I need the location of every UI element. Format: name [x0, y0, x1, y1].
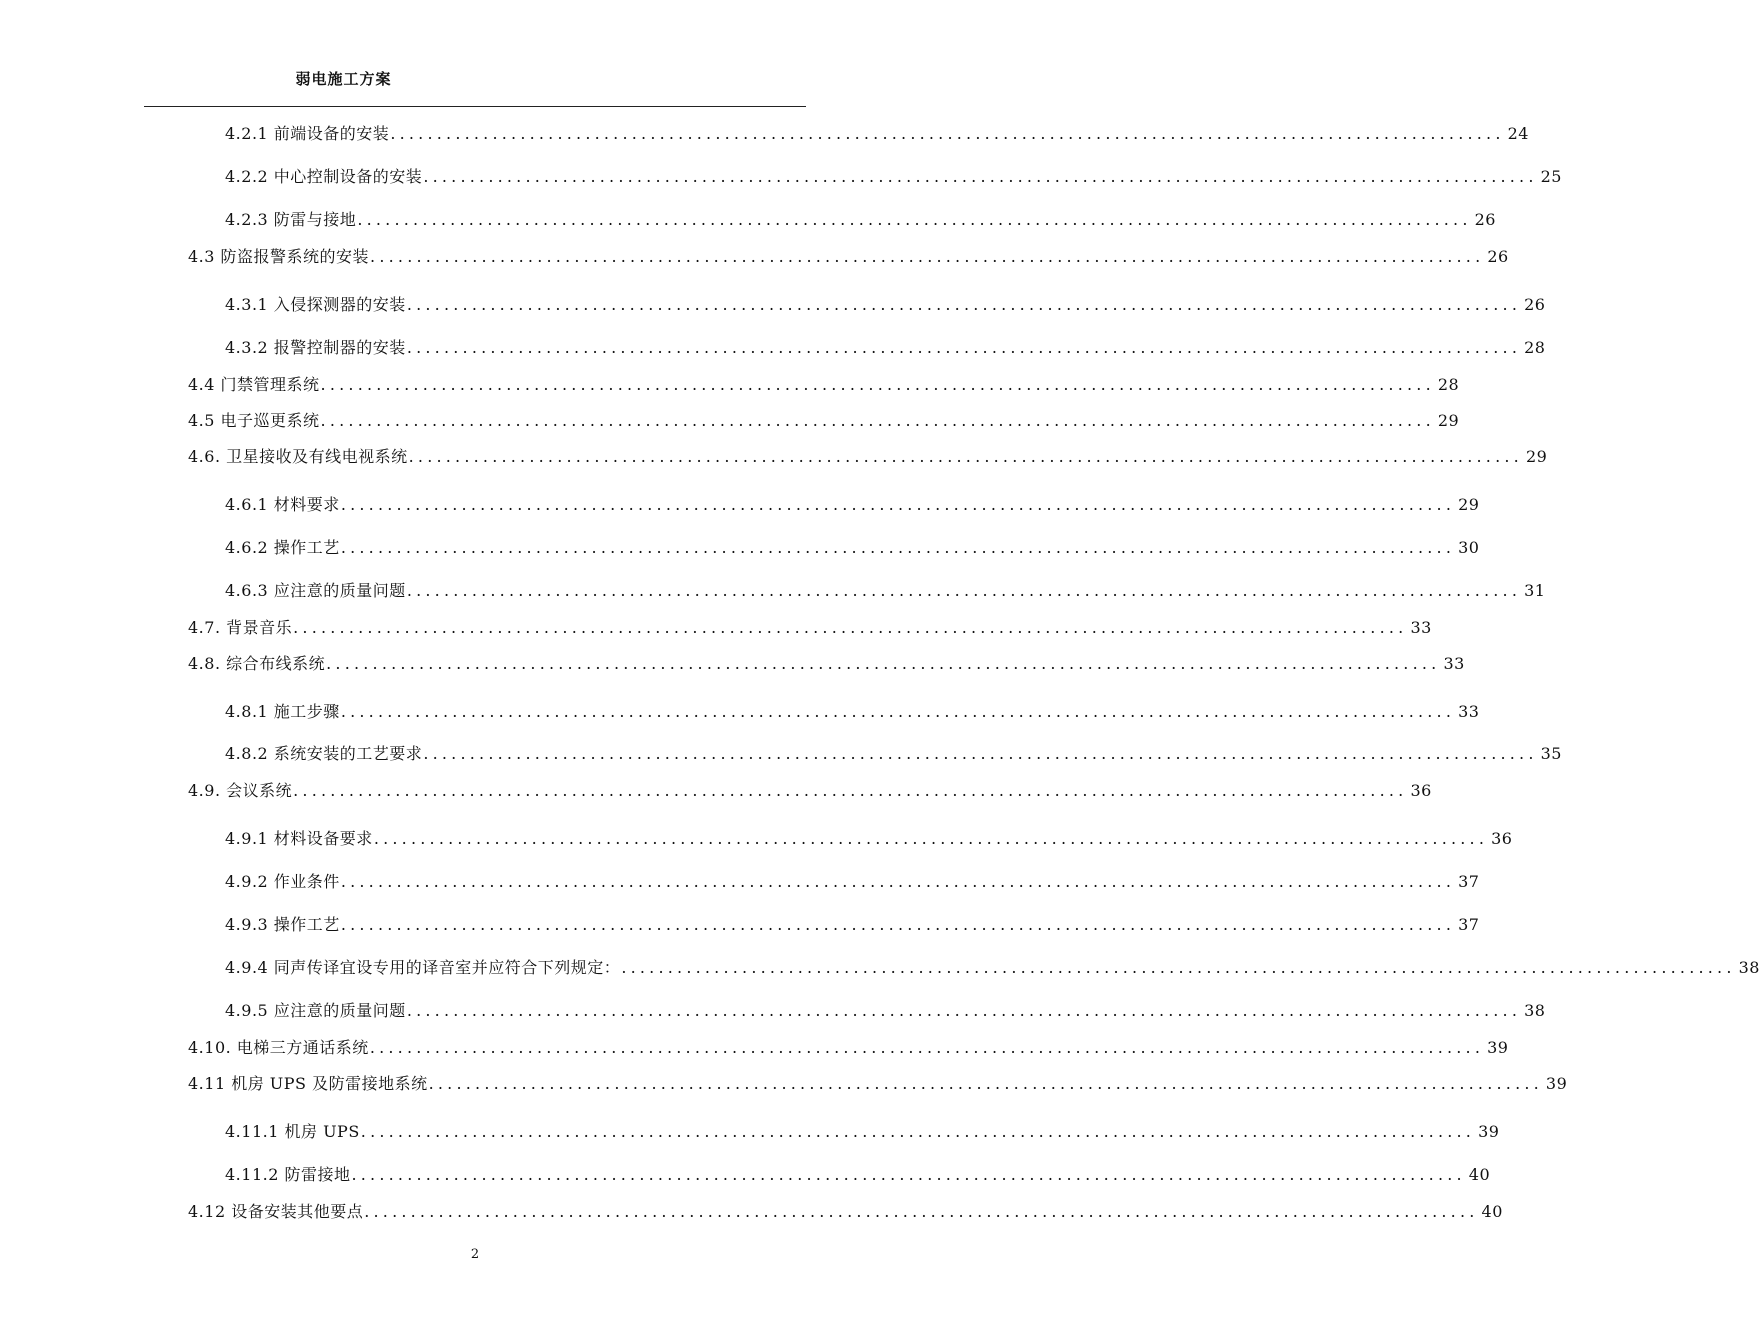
toc-entry-page: 36 — [1410, 781, 1432, 800]
toc-entry-title: 4.6. 卫星接收及有线电视系统 — [188, 447, 408, 466]
toc-entry-title: 4.9.5 应注意的质量问题 — [225, 1001, 406, 1020]
toc-entry-title: 4.10. 电梯三方通话系统 — [188, 1038, 369, 1057]
toc-leader-dots: ........................................................................................................................ — [373, 829, 1489, 848]
toc-entry[interactable] — [225, 579, 1546, 603]
toc-entry-title: 4.7. 背景音乐 — [188, 618, 293, 637]
toc-entry[interactable] — [188, 779, 1432, 803]
toc-leader-dots: ........................................................................................................................ — [340, 872, 1456, 891]
toc-entry[interactable] — [188, 1072, 1568, 1096]
toc-entry-title: 4.3 防盗报警系统的安装 — [188, 247, 370, 266]
toc-entry-page: 25 — [1540, 167, 1562, 186]
toc-entry-page: 39 — [1545, 1074, 1568, 1093]
toc-entry-title: 4.2.3 防雷与接地 — [225, 210, 357, 229]
toc-entry-page: 39 — [1478, 1122, 1500, 1141]
toc-entry-title: 4.8.2 系统安装的工艺要求 — [225, 744, 423, 763]
toc-entry[interactable] — [225, 913, 1480, 937]
toc-leader-dots: ........................................................................................................................ — [621, 958, 1736, 977]
toc-entry-page: 33 — [1410, 618, 1432, 637]
toc-entry-title: 4.5 电子巡更系统 — [188, 411, 320, 430]
toc-leader-dots: ........................................................................................................................ — [406, 338, 1522, 357]
toc-entry-title: 4.3.2 报警控制器的安装 — [225, 338, 406, 357]
toc-leader-dots: ........................................................................................................................ — [293, 618, 1408, 637]
toc-leader-dots: ........................................................................................................................ — [428, 1074, 1543, 1093]
toc-entry[interactable] — [225, 1120, 1500, 1144]
toc-entry-page: 33 — [1458, 702, 1480, 721]
toc-entry[interactable] — [188, 1036, 1509, 1060]
toc-entry-page: 37 — [1458, 915, 1480, 934]
toc-entry-page: 38 — [1738, 958, 1760, 977]
toc-leader-dots: ........................................................................................................................ — [340, 702, 1456, 721]
toc-leader-dots: ........................................................................................................................ — [406, 1001, 1522, 1020]
toc-entry[interactable] — [225, 999, 1546, 1023]
header-divider — [144, 106, 806, 107]
toc-entry-title: 4.12 设备安装其他要点 — [188, 1202, 364, 1221]
toc-entry-page: 29 — [1437, 411, 1460, 430]
toc-entry[interactable] — [225, 1163, 1491, 1187]
toc-entry-page: 35 — [1540, 744, 1562, 763]
toc-entry[interactable] — [188, 616, 1432, 640]
toc-entry-title: 4.6.2 操作工艺 — [225, 538, 340, 557]
toc-entry-page: 40 — [1481, 1202, 1503, 1221]
toc-entry-title: 4.8.1 施工步骤 — [225, 702, 340, 721]
toc-entry[interactable] — [225, 122, 1529, 146]
toc-entry-title: 4.11.2 防雷接地 — [225, 1165, 351, 1184]
toc-entry-page: 37 — [1458, 872, 1480, 891]
toc-entry[interactable] — [188, 245, 1509, 269]
toc-entry[interactable] — [188, 652, 1465, 676]
toc-entry[interactable] — [225, 742, 1562, 766]
toc-entry[interactable] — [225, 956, 1760, 980]
header-title: 弱电施工方案 — [295, 70, 392, 88]
toc-entry-page: 28 — [1437, 375, 1460, 394]
toc-entry[interactable] — [225, 336, 1546, 360]
toc-entry-page: 31 — [1524, 581, 1546, 600]
toc-leader-dots: ........................................................................................................................ — [351, 1165, 1466, 1184]
toc-entry-title: 4.11 机房 UPS 及防雷接地系统 — [188, 1074, 428, 1093]
toc-leader-dots: ........................................................................................................................ — [357, 210, 1472, 229]
toc-entry-page: 24 — [1507, 124, 1529, 143]
toc-entry-title: 4.2.2 中心控制设备的安装 — [225, 167, 423, 186]
toc-entry-page: 28 — [1524, 338, 1546, 357]
toc-leader-dots: ........................................................................................................................ — [408, 447, 1523, 466]
toc-entry[interactable] — [225, 165, 1562, 189]
toc-leader-dots: ........................................................................................................................ — [293, 781, 1408, 800]
toc-leader-dots: ........................................................................................................................ — [326, 654, 1441, 673]
toc-entry-title: 4.3.1 入侵探测器的安装 — [225, 295, 406, 314]
toc-leader-dots: ........................................................................................................................ — [340, 495, 1456, 514]
toc-entry-page: 29 — [1458, 495, 1480, 514]
toc-entry-page: 30 — [1458, 538, 1480, 557]
toc-entry-title: 4.6.3 应注意的质量问题 — [225, 581, 406, 600]
toc-entry[interactable] — [188, 409, 1460, 433]
toc-entry[interactable] — [225, 208, 1496, 232]
toc-entry-title: 4.9.4 同声传译宜设专用的译音室并应符合下列规定： — [225, 958, 621, 977]
toc-entry[interactable] — [225, 536, 1480, 560]
toc-entry-title: 4.6.1 材料要求 — [225, 495, 340, 514]
page-number: 2 — [470, 1247, 480, 1262]
toc-entry-page: 36 — [1491, 829, 1513, 848]
toc-entry-page: 29 — [1525, 447, 1548, 466]
toc-leader-dots: ........................................................................................................................ — [406, 581, 1522, 600]
toc-leader-dots: ........................................................................................................................ — [390, 124, 1505, 143]
toc-entry-title: 4.8. 综合布线系统 — [188, 654, 326, 673]
toc-entry[interactable] — [188, 445, 1548, 469]
toc-leader-dots: ........................................................................................................................ — [369, 1038, 1485, 1057]
toc-leader-dots: ........................................................................................................................ — [423, 744, 1538, 763]
toc-entry-title: 4.2.1 前端设备的安装 — [225, 124, 390, 143]
toc-leader-dots: ........................................................................................................................ — [360, 1122, 1476, 1141]
toc-leader-dots: ........................................................................................................................ — [320, 375, 1435, 394]
toc-leader-dots: ........................................................................................................................ — [340, 915, 1456, 934]
toc-entry[interactable] — [225, 293, 1546, 317]
toc-entry[interactable] — [225, 870, 1480, 894]
toc-entry-page: 33 — [1443, 654, 1465, 673]
toc-leader-dots: ........................................................................................................................ — [423, 167, 1538, 186]
toc-entry[interactable] — [225, 493, 1480, 517]
toc-entry-page: 26 — [1524, 295, 1546, 314]
toc-entry-page: 26 — [1474, 210, 1496, 229]
toc-leader-dots: ........................................................................................................................ — [406, 295, 1522, 314]
toc-leader-dots: ........................................................................................................................ — [320, 411, 1435, 430]
toc-leader-dots: ........................................................................................................................ — [364, 1202, 1479, 1221]
toc-entry-title: 4.4 门禁管理系统 — [188, 375, 320, 394]
toc-entry[interactable] — [225, 700, 1480, 724]
toc-entry-page: 38 — [1524, 1001, 1546, 1020]
toc-leader-dots: ........................................................................................................................ — [370, 247, 1485, 266]
toc-entry-page: 40 — [1468, 1165, 1491, 1184]
toc-entry-title: 4.9.3 操作工艺 — [225, 915, 340, 934]
toc-entry-title: 4.9.1 材料设备要求 — [225, 829, 373, 848]
toc-entry-page: 26 — [1487, 247, 1509, 266]
toc-entry[interactable] — [188, 373, 1460, 397]
toc-entry[interactable] — [188, 1200, 1503, 1224]
toc-entry-title: 4.11.1 机房 UPS — [225, 1122, 360, 1141]
toc-leader-dots: ........................................................................................................................ — [340, 538, 1456, 557]
toc-entry[interactable] — [225, 827, 1513, 851]
toc-entry-page: 39 — [1487, 1038, 1509, 1057]
toc-entry-title: 4.9. 会议系统 — [188, 781, 293, 800]
toc-entry-title: 4.9.2 作业条件 — [225, 872, 340, 891]
